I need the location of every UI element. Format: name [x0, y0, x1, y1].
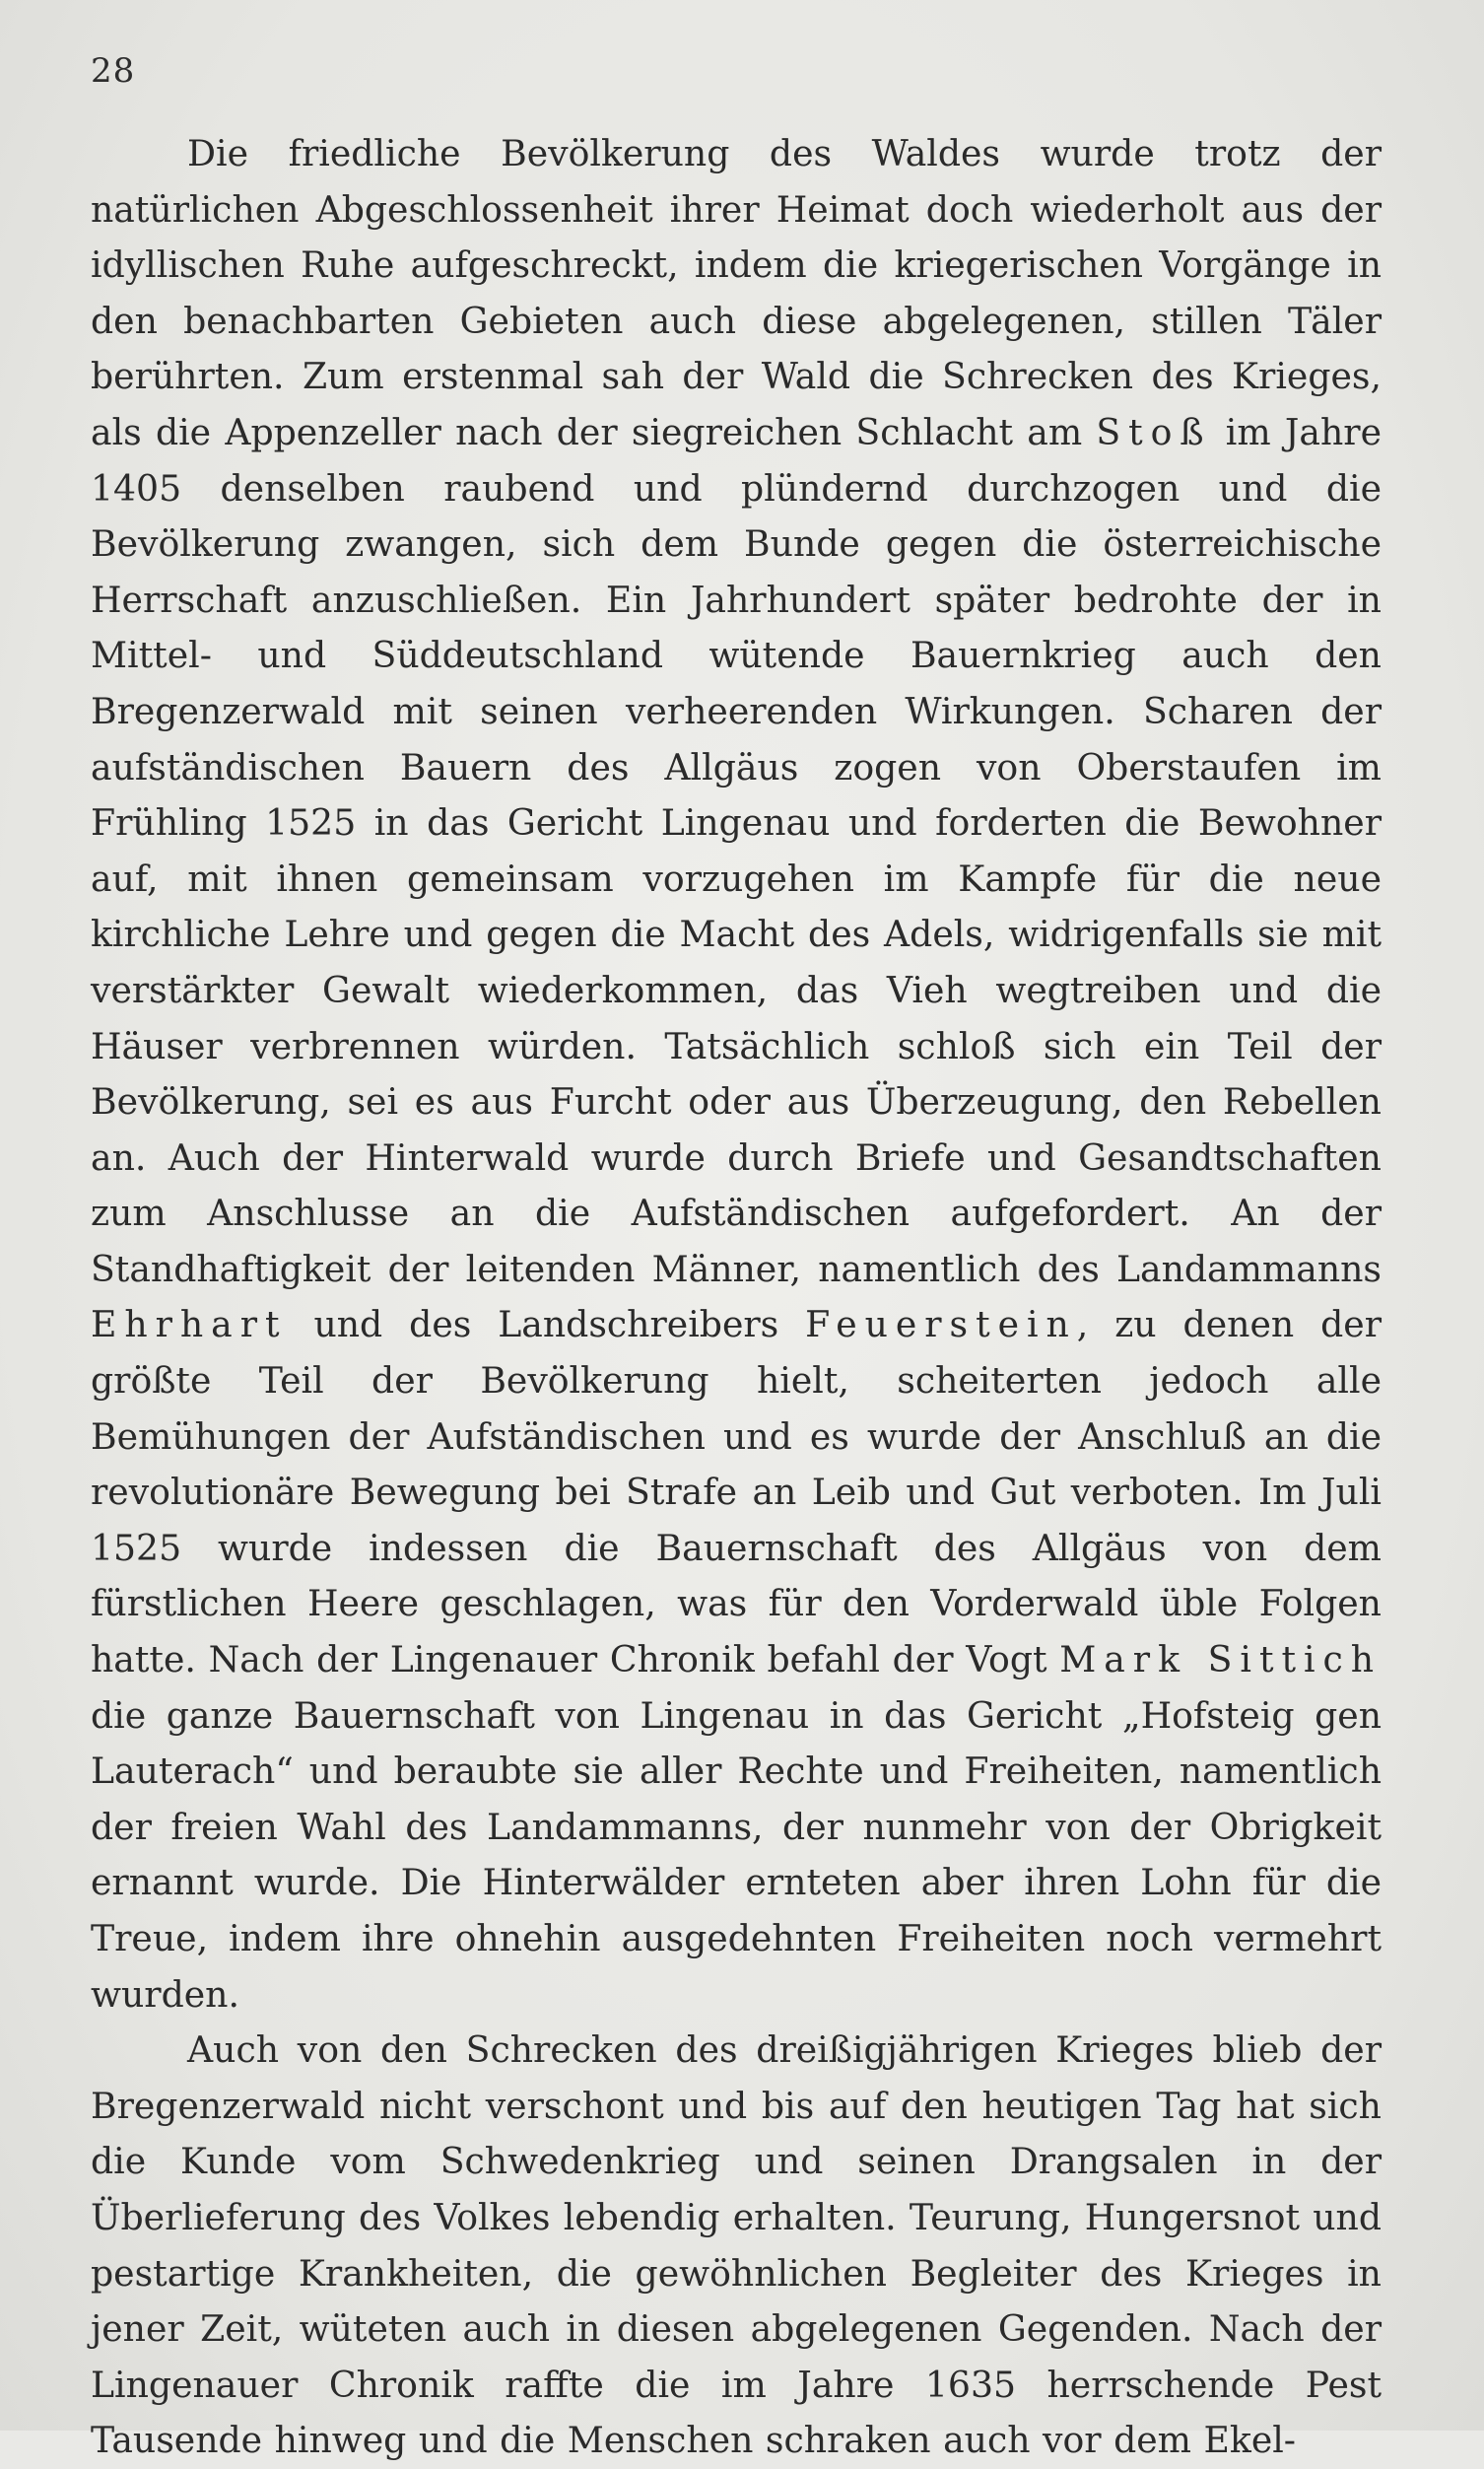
body-text: [91, 126, 1382, 2469]
text-run: im Jahre 1405 denselben raubend und plündernd durchzogen und die Bevölkerung zwangen, sich dem Bunde gegen die österreichische Herrschaft anzuschließen. Ein Jahrhundert später bedrohte der in Mittel- und Süddeutschland wütende Bauernkrieg auch den Bregenzerwald mit seinen verheerenden Wirkungen. Scharen der aufständischen Bauern des Allgäus zogen von Oberstaufen im Frühling 1525 in das Gericht Lingenau und forderten die Bewohner auf, mit ihnen gemeinsam vorzugehen im Kampfe für die neue kirchliche Lehre und gegen die Macht des Adels, widrigenfalls sie mit verstärkter Gewalt wiederkommen, das Vieh wegtreiben und die Häuser verbrennen würden. Tatsächlich schloß sich ein Teil der Bevölkerung, sei es aus Furcht oder aus Überzeugung, den Rebellen an. Auch der Hinterwald wurde durch Briefe und Gesandtschaften zum Anschlusse an die Aufständischen aufgefordert. An der Standhaftigkeit der leitenden Männer, namentlich des Landammanns: [91, 410, 1382, 1290]
text-run: die ganze Bauernschaft von Lingenau in das Gericht „Hofsteig gen Lauterach“ und beraubte sie aller Rechte und Freiheiten, namentlich der freien Wahl des Landammanns, der nunmehr von der Obrigkeit ernannt wurde. Die Hinterwälder ernteten aber ihren Lohn für die Treue, indem ihre ohnehin ausgedehnten Freiheiten noch vermehrt wurden.: [91, 1693, 1382, 2016]
text-run: und des Landschreibers: [287, 1303, 806, 1346]
spaced-name-ehrhart: Ehrhart: [91, 1303, 288, 1346]
spaced-name-stoss: Stoß: [1096, 410, 1212, 453]
text-run: Auch von den Schrecken des dreißigjährigen Krieges blieb der Bregenzerwald nicht verschont und bis auf den heutigen Tag hat sich die Kunde vom Schwedenkrieg und seinen Drangsalen in der Überlieferung des Volkes lebendig erhalten. Teurung, Hungersnot und pestartige Krankheiten, die gewöhnlichen Begleiter des Krieges in jener Zeit, wüteten auch in diesen abgelegenen Gegenden. Nach der Lingenauer Chronik raffte die im Jahre 1635 herrschende Pest Tausende hinweg und die Menschen schraken auch vor dem Ekel-: [91, 2028, 1382, 2462]
spaced-name-feuerstein: Feuerstein: [805, 1303, 1077, 1346]
page-number: 28: [91, 51, 136, 91]
paragraph-2: [91, 2023, 1382, 2469]
paragraph-1: [91, 126, 1382, 2023]
text-run: Die friedliche Bevölkerung des Waldes wurde trotz der natürlichen Abgeschlossenheit ihrer Heimat doch wiederholt aus der idyllischen Ruhe aufgeschreckt, indem die kriegerischen Vorgänge in den benachbarten Gebieten auch diese abgelegenen, stillen Täler berührten. Zum erstenmal sah der Wald die Schrecken des Krieges, als die Appenzeller nach der siegreichen Schlacht am: [91, 132, 1382, 453]
spaced-name-mark-sittich: Mark Sittich: [1059, 1638, 1382, 1681]
text-run: , zu denen der größte Teil der Bevölkerung hielt, scheiterten jedoch alle Bemühungen der Aufständischen und es wurde der Anschluß an die revolutionäre Bewegung bei Strafe an Leib und Gut verboten. Im Juli 1525 wurde indessen die Bauernschaft des Allgäus von dem fürstlichen Heere geschlagen, was für den Vorderwald üble Folgen hatte. Nach der Lingenauer Chronik befahl der Vogt: [91, 1303, 1382, 1681]
